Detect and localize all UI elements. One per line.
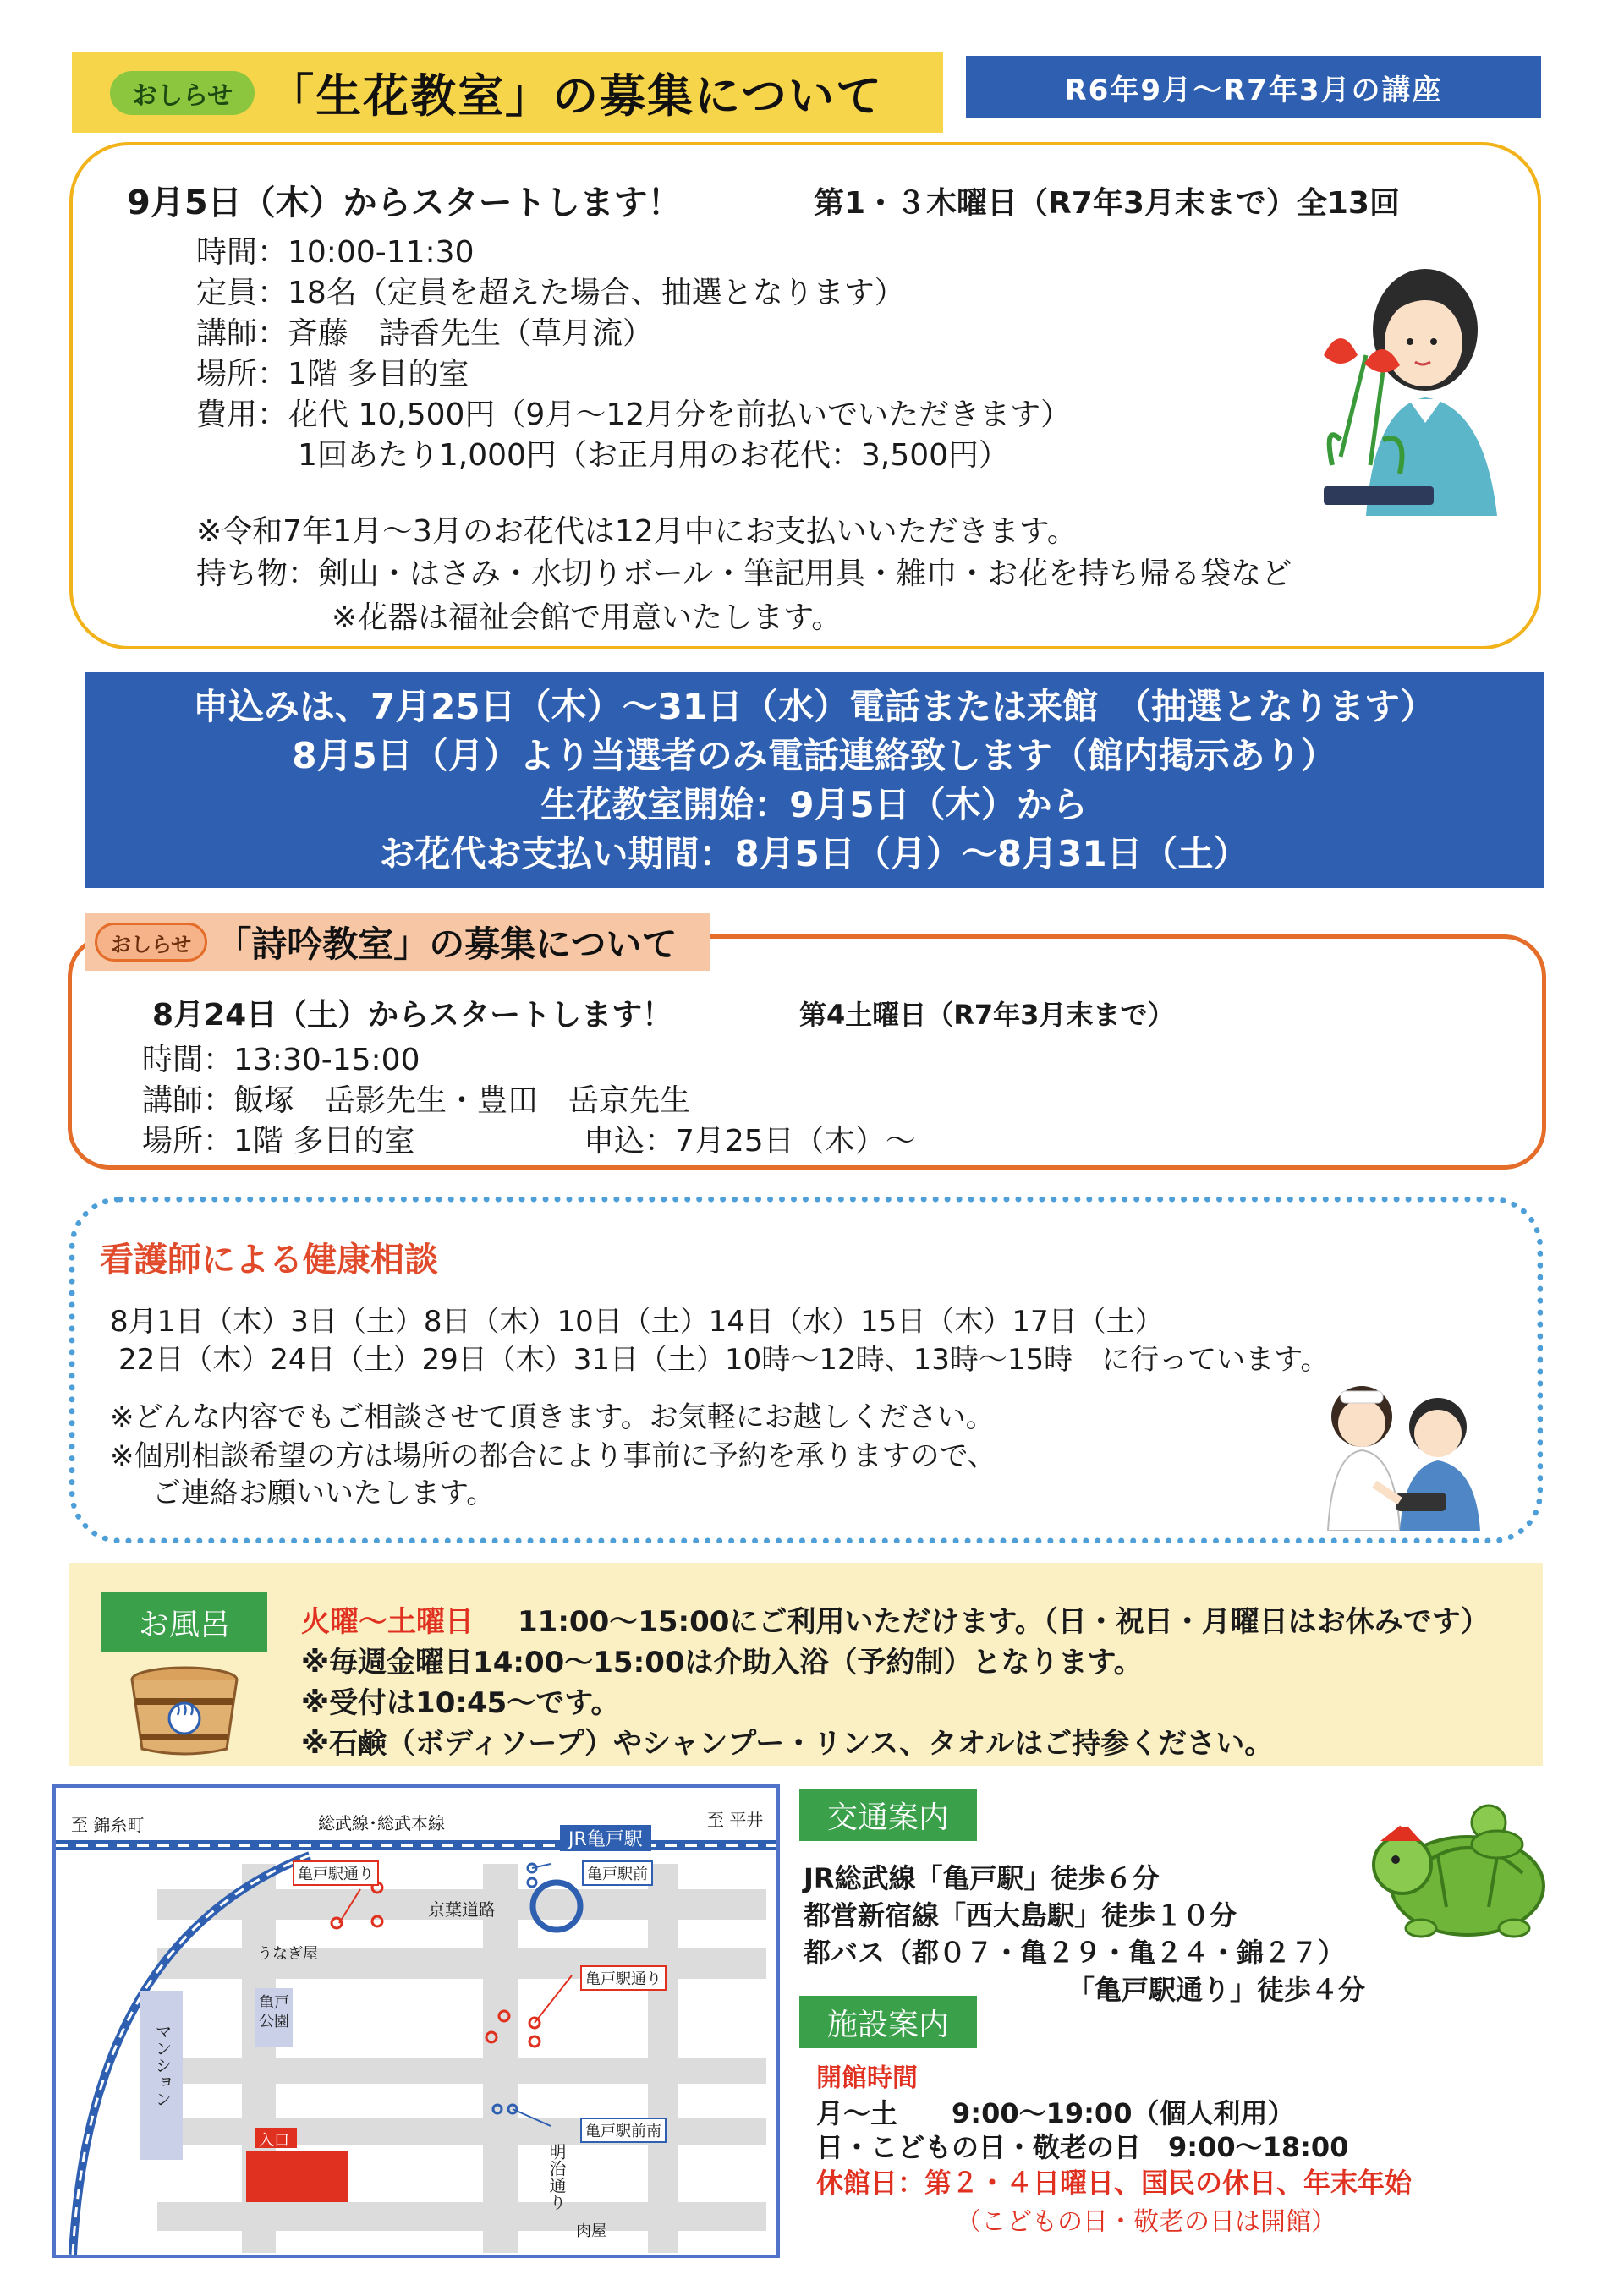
access-map	[52, 1784, 780, 2258]
ikebana-place: 場所：1階 多目的室	[196, 357, 469, 392]
nurse-note-2: ※個別相談希望の方は場所の都合により事前に予約を承りますので、	[110, 1439, 996, 1473]
map-station: JR亀戸駅	[560, 1825, 651, 1851]
ikebana-items: 持ち物：剣山・はさみ・水切りボール・筆記用具・雑巾・お花を持ち帰る袋など	[196, 556, 1292, 591]
notice-badge: おしらせ	[95, 923, 207, 962]
shigin-teacher: 講師：飯塚 岳影先生・豊田 岳京先生	[142, 1083, 691, 1118]
map-bus-stop-2: 亀戸駅前	[582, 1860, 653, 1886]
shigin-schedule: 第4土曜日（R7年3月末まで）	[799, 999, 1175, 1031]
map-park: 亀戸 公園	[259, 1994, 289, 2030]
ikebana-note: ※令和7年1月～3月のお花代は12月中にお支払いいただきます。	[196, 514, 1078, 549]
application-info	[85, 672, 1544, 888]
shigin-time: 時間：13:30-15:00	[142, 1043, 420, 1077]
access-label: 交通案内	[799, 1789, 977, 1841]
ikebana-schedule: 第1・３木曜日（R7年3月末まで）全13回	[814, 186, 1400, 221]
map-bus-stop-1: 亀戸駅通り	[293, 1860, 379, 1886]
ikebana-vase-note: ※花器は福祉会館で用意いたします。	[332, 600, 842, 635]
map-bus-stop-4: 亀戸駅前南	[580, 2118, 667, 2143]
access-bus-stop: 「亀戸駅通り」徒歩４分	[1067, 1974, 1366, 2006]
ikebana-fee: 費用：花代 10,500円（9月～12月分を前払いでいただきます）	[196, 397, 1072, 432]
map-road: 京葉道路	[428, 1899, 496, 1920]
map-mansion: マンション	[152, 2023, 173, 2107]
course-period: R6年9月～R7年3月の講座	[966, 56, 1541, 118]
facility-label: 施設案内	[799, 1996, 977, 2048]
map-line-name: 総武線･総武本線	[318, 1813, 445, 1833]
turtle-illustration	[1362, 1789, 1552, 1945]
access-bus: 都バス（都０７・亀２９・亀２４・錦２７）	[804, 1937, 1346, 1969]
apply-period: 申込みは、7月25日（木）～31日（水）電話または来館 （抽選となります）	[192, 686, 1436, 727]
facility-closed-days: 休館日：第２・４日曜日、国民の休日、年末年始	[816, 2167, 1413, 2199]
bath-days: 火曜～土曜日	[301, 1605, 474, 1639]
map-to-kinshicho: 至 錦糸町	[71, 1815, 145, 1835]
ikebana-header	[72, 52, 943, 133]
bath-note-3: ※石鹸（ボディソープ）やシャンプー・リンス、タオルはご持参ください。	[301, 1727, 1274, 1761]
shigin-header	[85, 913, 710, 971]
nurse-dates-2: 22日（木）24日（土）29日（木）31日（土）10時～12時、13時～15時 に行っています。	[118, 1343, 1330, 1377]
bath-hours: 11:00～15:00にご利用いただけます。（日・祝日・月曜日はお休みです）	[518, 1605, 1490, 1639]
shigin-start: 8月24日（土）からスタートします！	[152, 998, 673, 1033]
nurse-dates-1: 8月1日（木）3日（土）8日（木）10日（土）14日（水）15日（木）17日（土）	[110, 1305, 1164, 1339]
facility-open-label: 開館時間	[816, 2063, 918, 2093]
ikebana-woman-illustration	[1307, 254, 1510, 516]
ikebana-title: 「生花教室」の募集について	[268, 69, 884, 123]
ikebana-fee-detail: 1回あたり1,000円（お正月用のお花代：3,500円）	[298, 438, 1010, 473]
shigin-title: 「詩吟教室」の募集について	[216, 923, 678, 965]
nurse-consultation-illustration	[1315, 1374, 1484, 1531]
ikebana-time: 時間：10:00-11:30	[196, 235, 475, 270]
shigin-apply: 申込：7月25日（木）～	[584, 1124, 916, 1159]
access-jr: JR総武線「亀戸駅」徒歩６分	[804, 1862, 1160, 1894]
nurse-note-3: ご連絡お願いいたします。	[152, 1477, 496, 1510]
facility-holiday-hours: 日・こどもの日・敬老の日 9:00～18:00	[816, 2131, 1349, 2163]
ikebana-teacher: 講師：斉藤 詩香先生（草月流）	[196, 316, 654, 351]
map-entrance: 入口	[259, 2132, 289, 2150]
bath-label: お風呂	[102, 1592, 267, 1652]
notice-badge: おしらせ	[110, 71, 255, 115]
bath-bucket-icon	[125, 1664, 244, 1757]
apply-notice: 8月5日（月）より当選者のみ電話連絡致します（館内掲示あり）	[292, 735, 1336, 776]
apply-start: 生花教室開始：9月5日（木）から	[540, 784, 1088, 825]
shigin-place: 場所：1階 多目的室	[142, 1124, 415, 1159]
access-toei: 都営新宿線「西大島駅」徒歩１０分	[804, 1899, 1237, 1932]
nurse-title: 看護師による健康相談	[100, 1241, 438, 1280]
map-meat-shop: 肉屋	[576, 2222, 606, 2240]
facility-closed-note: （こどもの日・敬老の日は開館）	[956, 2207, 1336, 2237]
ikebana-start: 9月5日（木）からスタートします！	[127, 184, 682, 222]
ikebana-capacity: 定員：18名（定員を超えた場合、抽選となります）	[196, 276, 905, 310]
bath-note-2: ※受付は10:45～です。	[301, 1686, 620, 1720]
nurse-note-1: ※どんな内容でもご相談させて頂きます。お気軽にお越しください。	[110, 1400, 995, 1434]
map-bus-stop-3: 亀戸駅通り	[580, 1965, 667, 1991]
bath-note-1: ※毎週金曜日14:00～15:00は介助入浴（予約制）となります。	[301, 1646, 1143, 1680]
map-meiji-road: 明治通り	[546, 2143, 567, 2211]
map-unagi: うなぎ屋	[257, 1945, 318, 1963]
apply-payment: お花代お支払い期間：8月5日（月）～8月31日（土）	[379, 833, 1249, 874]
map-graphic	[56, 1788, 776, 2255]
facility-weekday-hours: 月～土 9:00～19:00（個人利用）	[816, 2097, 1295, 2129]
map-to-hirai: 至 平井	[707, 1810, 764, 1830]
